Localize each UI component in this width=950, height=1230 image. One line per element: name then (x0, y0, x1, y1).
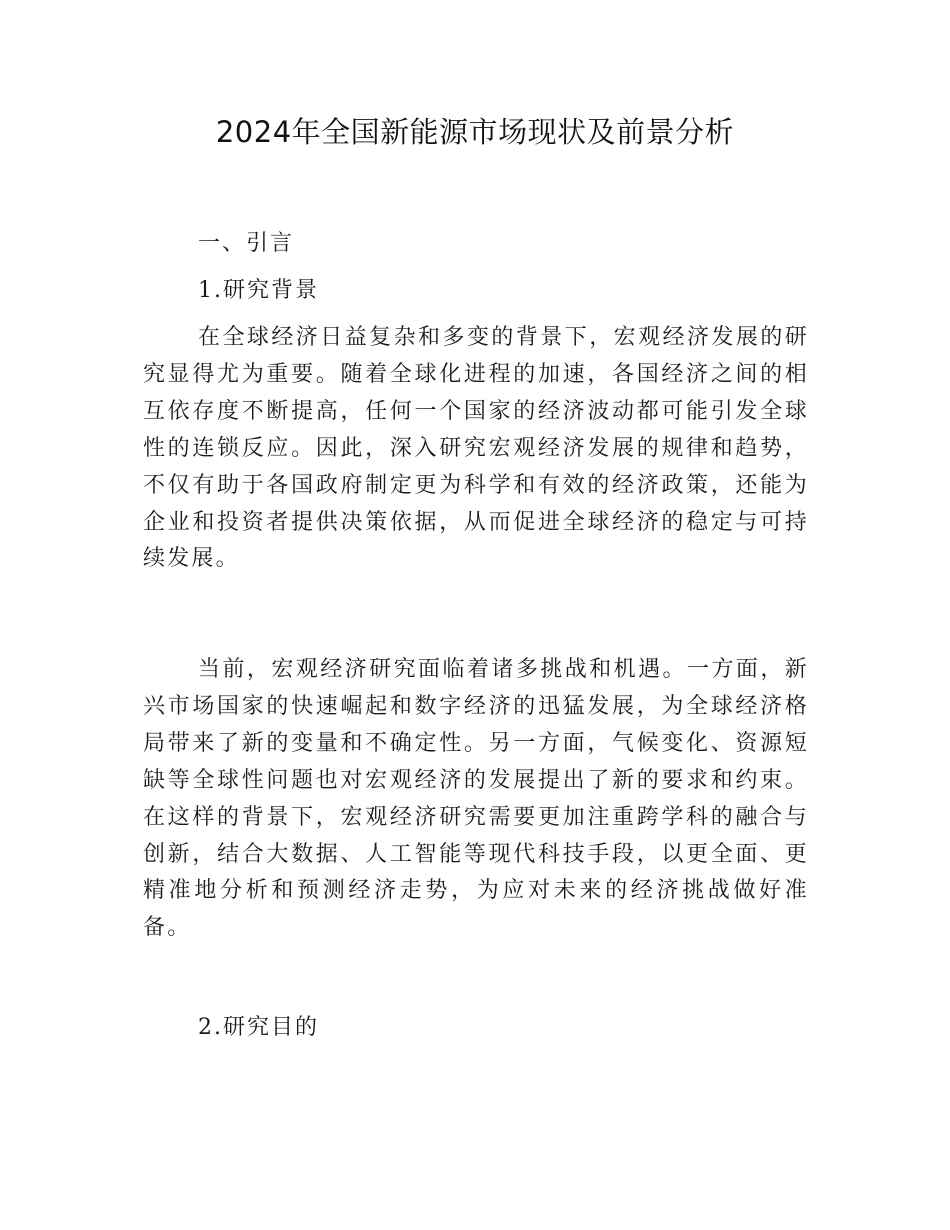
document-title: 2024年全国新能源市场现状及前景分析 (215, 115, 735, 149)
subsection-heading-research-purpose: 2.研究目的 (198, 1015, 319, 1040)
body-paragraph-1: 在全球经济日益复杂和多变的背景下，宏观经济发展的研究显得尤为重要。随着全球化进程的加速，各国经济之间的相互依存度不断提高，任何一个国家的经济波动都可能引发全球性的连锁反应。因此，深入研究宏观经济发展的规律和趋势，不仅有助于各国政府制定更为科学和有效的经济政策，还能为企业和投资者提供决策依据，从而促进全球经济的稳定与可持续发展。 (143, 325, 809, 572)
body-paragraph-2: 当前，宏观经济研究面临着诸多挑战和机遇。一方面，新兴市场国家的快速崛起和数字经济的迅猛发展，为全球经济格局带来了新的变量和不确定性。另一方面，气候变化、资源短缺等全球性问题也对宏观经济的发展提出了新的要求和约束。在这样的背景下，宏观经济研究需要更加注重跨学科的融合与创新，结合大数据、人工智能等现代科技手段，以更全面、更精准地分析和预测经济走势，为应对未来的经济挑战做好准备。 (143, 657, 809, 941)
subsection-heading-research-background: 1.研究背景 (198, 278, 319, 303)
section-heading-introduction: 一、引言 (198, 231, 295, 256)
